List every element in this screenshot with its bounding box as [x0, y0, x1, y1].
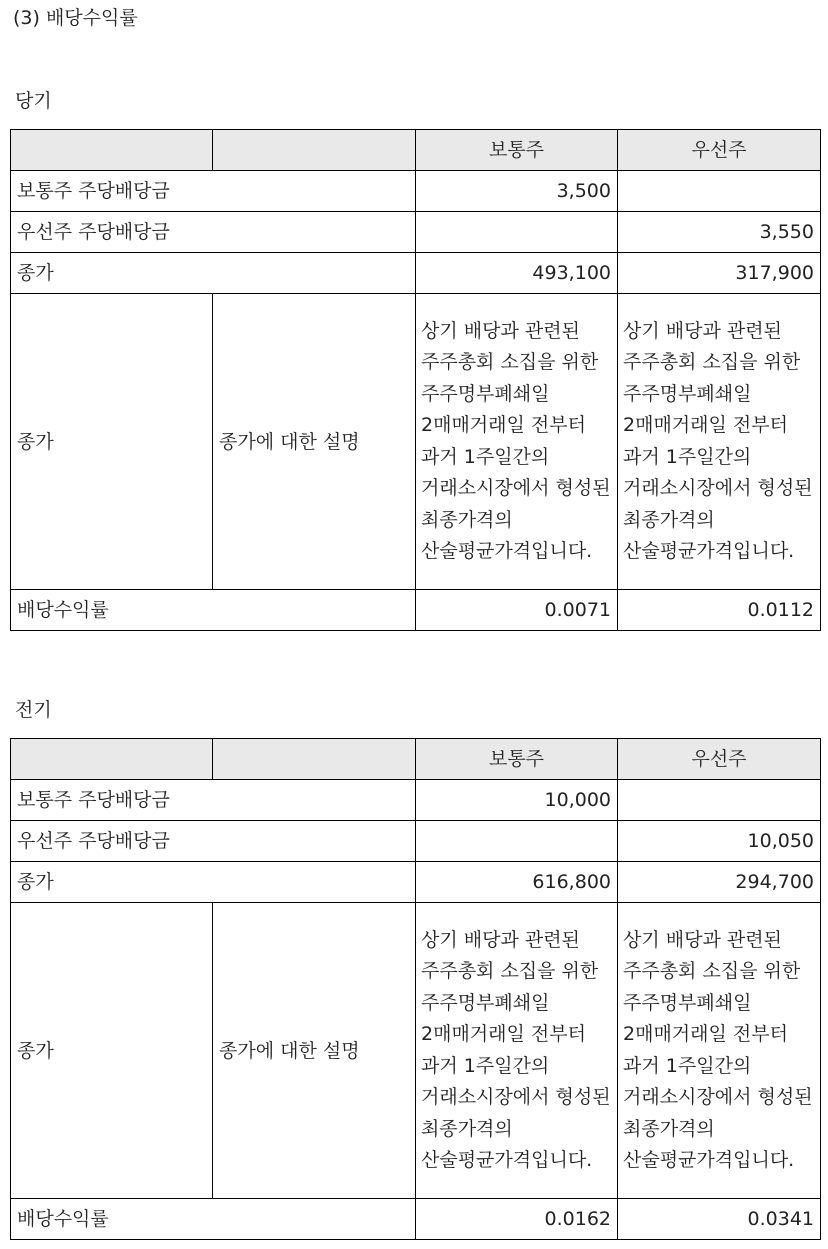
table-row	[11, 212, 821, 253]
row-label: 우선주 주당배당금	[11, 212, 416, 253]
cell-preferred: 317,900	[618, 253, 821, 294]
cell-common: 493,100	[416, 253, 618, 294]
table-row	[11, 171, 821, 212]
row-label: 우선주 주당배당금	[11, 821, 416, 862]
row-sublabel: 종가에 대한 설명	[213, 294, 416, 590]
cell-common	[416, 212, 618, 253]
cell-preferred-note: 상기 배당과 관련된 주주총회 소집을 위한 주주명부폐쇄일 2매매거래일 전부터 과거 1주일간의 거래소시장에서 형성된 최종가격의 산술평균가격입니다.	[618, 294, 821, 590]
cell-preferred	[618, 780, 821, 821]
header-cell-preferred: 우선주	[618, 130, 821, 171]
header-cell-common: 보통주	[416, 130, 618, 171]
row-label: 종가	[11, 903, 213, 1199]
header-cell-empty	[11, 130, 213, 171]
row-label: 보통주 주당배당금	[11, 171, 416, 212]
cell-preferred: 10,050	[618, 821, 821, 862]
header-cell-common: 보통주	[416, 739, 618, 780]
cell-preferred-note: 상기 배당과 관련된 주주총회 소집을 위한 주주명부폐쇄일 2매매거래일 전부터 과거 1주일간의 거래소시장에서 형성된 최종가격의 산술평균가격입니다.	[618, 903, 821, 1199]
page-heading: (3) 배당수익률	[13, 7, 138, 29]
cell-preferred: 294,700	[618, 862, 821, 903]
table-row	[11, 590, 821, 631]
header-cell-empty	[213, 130, 416, 171]
row-label: 배당수익률	[11, 1199, 416, 1240]
cell-common-note: 상기 배당과 관련된 주주총회 소집을 위한 주주명부폐쇄일 2매매거래일 전부터 과거 1주일간의 거래소시장에서 형성된 최종가격의 산술평균가격입니다.	[416, 903, 618, 1199]
cell-preferred	[618, 171, 821, 212]
row-label: 종가	[11, 862, 416, 903]
table-row	[11, 294, 821, 590]
cell-preferred: 3,550	[618, 212, 821, 253]
cell-preferred: 0.0341	[618, 1199, 821, 1240]
row-label: 배당수익률	[11, 590, 416, 631]
section-title-current: 당기	[15, 90, 52, 112]
cell-common: 10,000	[416, 780, 618, 821]
cell-common: 0.0071	[416, 590, 618, 631]
section-title-prior: 전기	[15, 699, 52, 721]
header-cell-preferred: 우선주	[618, 739, 821, 780]
cell-common	[416, 821, 618, 862]
cell-common: 0.0162	[416, 1199, 618, 1240]
header-cell-empty	[213, 739, 416, 780]
dividend-yield-table-prior	[10, 738, 821, 1240]
table-row	[11, 253, 821, 294]
table-row	[11, 1199, 821, 1240]
table-header-row	[11, 739, 821, 780]
cell-common: 616,800	[416, 862, 618, 903]
table-row	[11, 903, 821, 1199]
cell-common: 3,500	[416, 171, 618, 212]
header-cell-empty	[11, 739, 213, 780]
dividend-yield-table-current	[10, 129, 821, 631]
cell-common-note: 상기 배당과 관련된 주주총회 소집을 위한 주주명부폐쇄일 2매매거래일 전부터 과거 1주일간의 거래소시장에서 형성된 최종가격의 산술평균가격입니다.	[416, 294, 618, 590]
row-label: 종가	[11, 253, 416, 294]
row-sublabel: 종가에 대한 설명	[213, 903, 416, 1199]
table-row	[11, 780, 821, 821]
table-row	[11, 862, 821, 903]
table-row	[11, 821, 821, 862]
row-label: 보통주 주당배당금	[11, 780, 416, 821]
table-header-row	[11, 130, 821, 171]
cell-preferred: 0.0112	[618, 590, 821, 631]
row-label: 종가	[11, 294, 213, 590]
